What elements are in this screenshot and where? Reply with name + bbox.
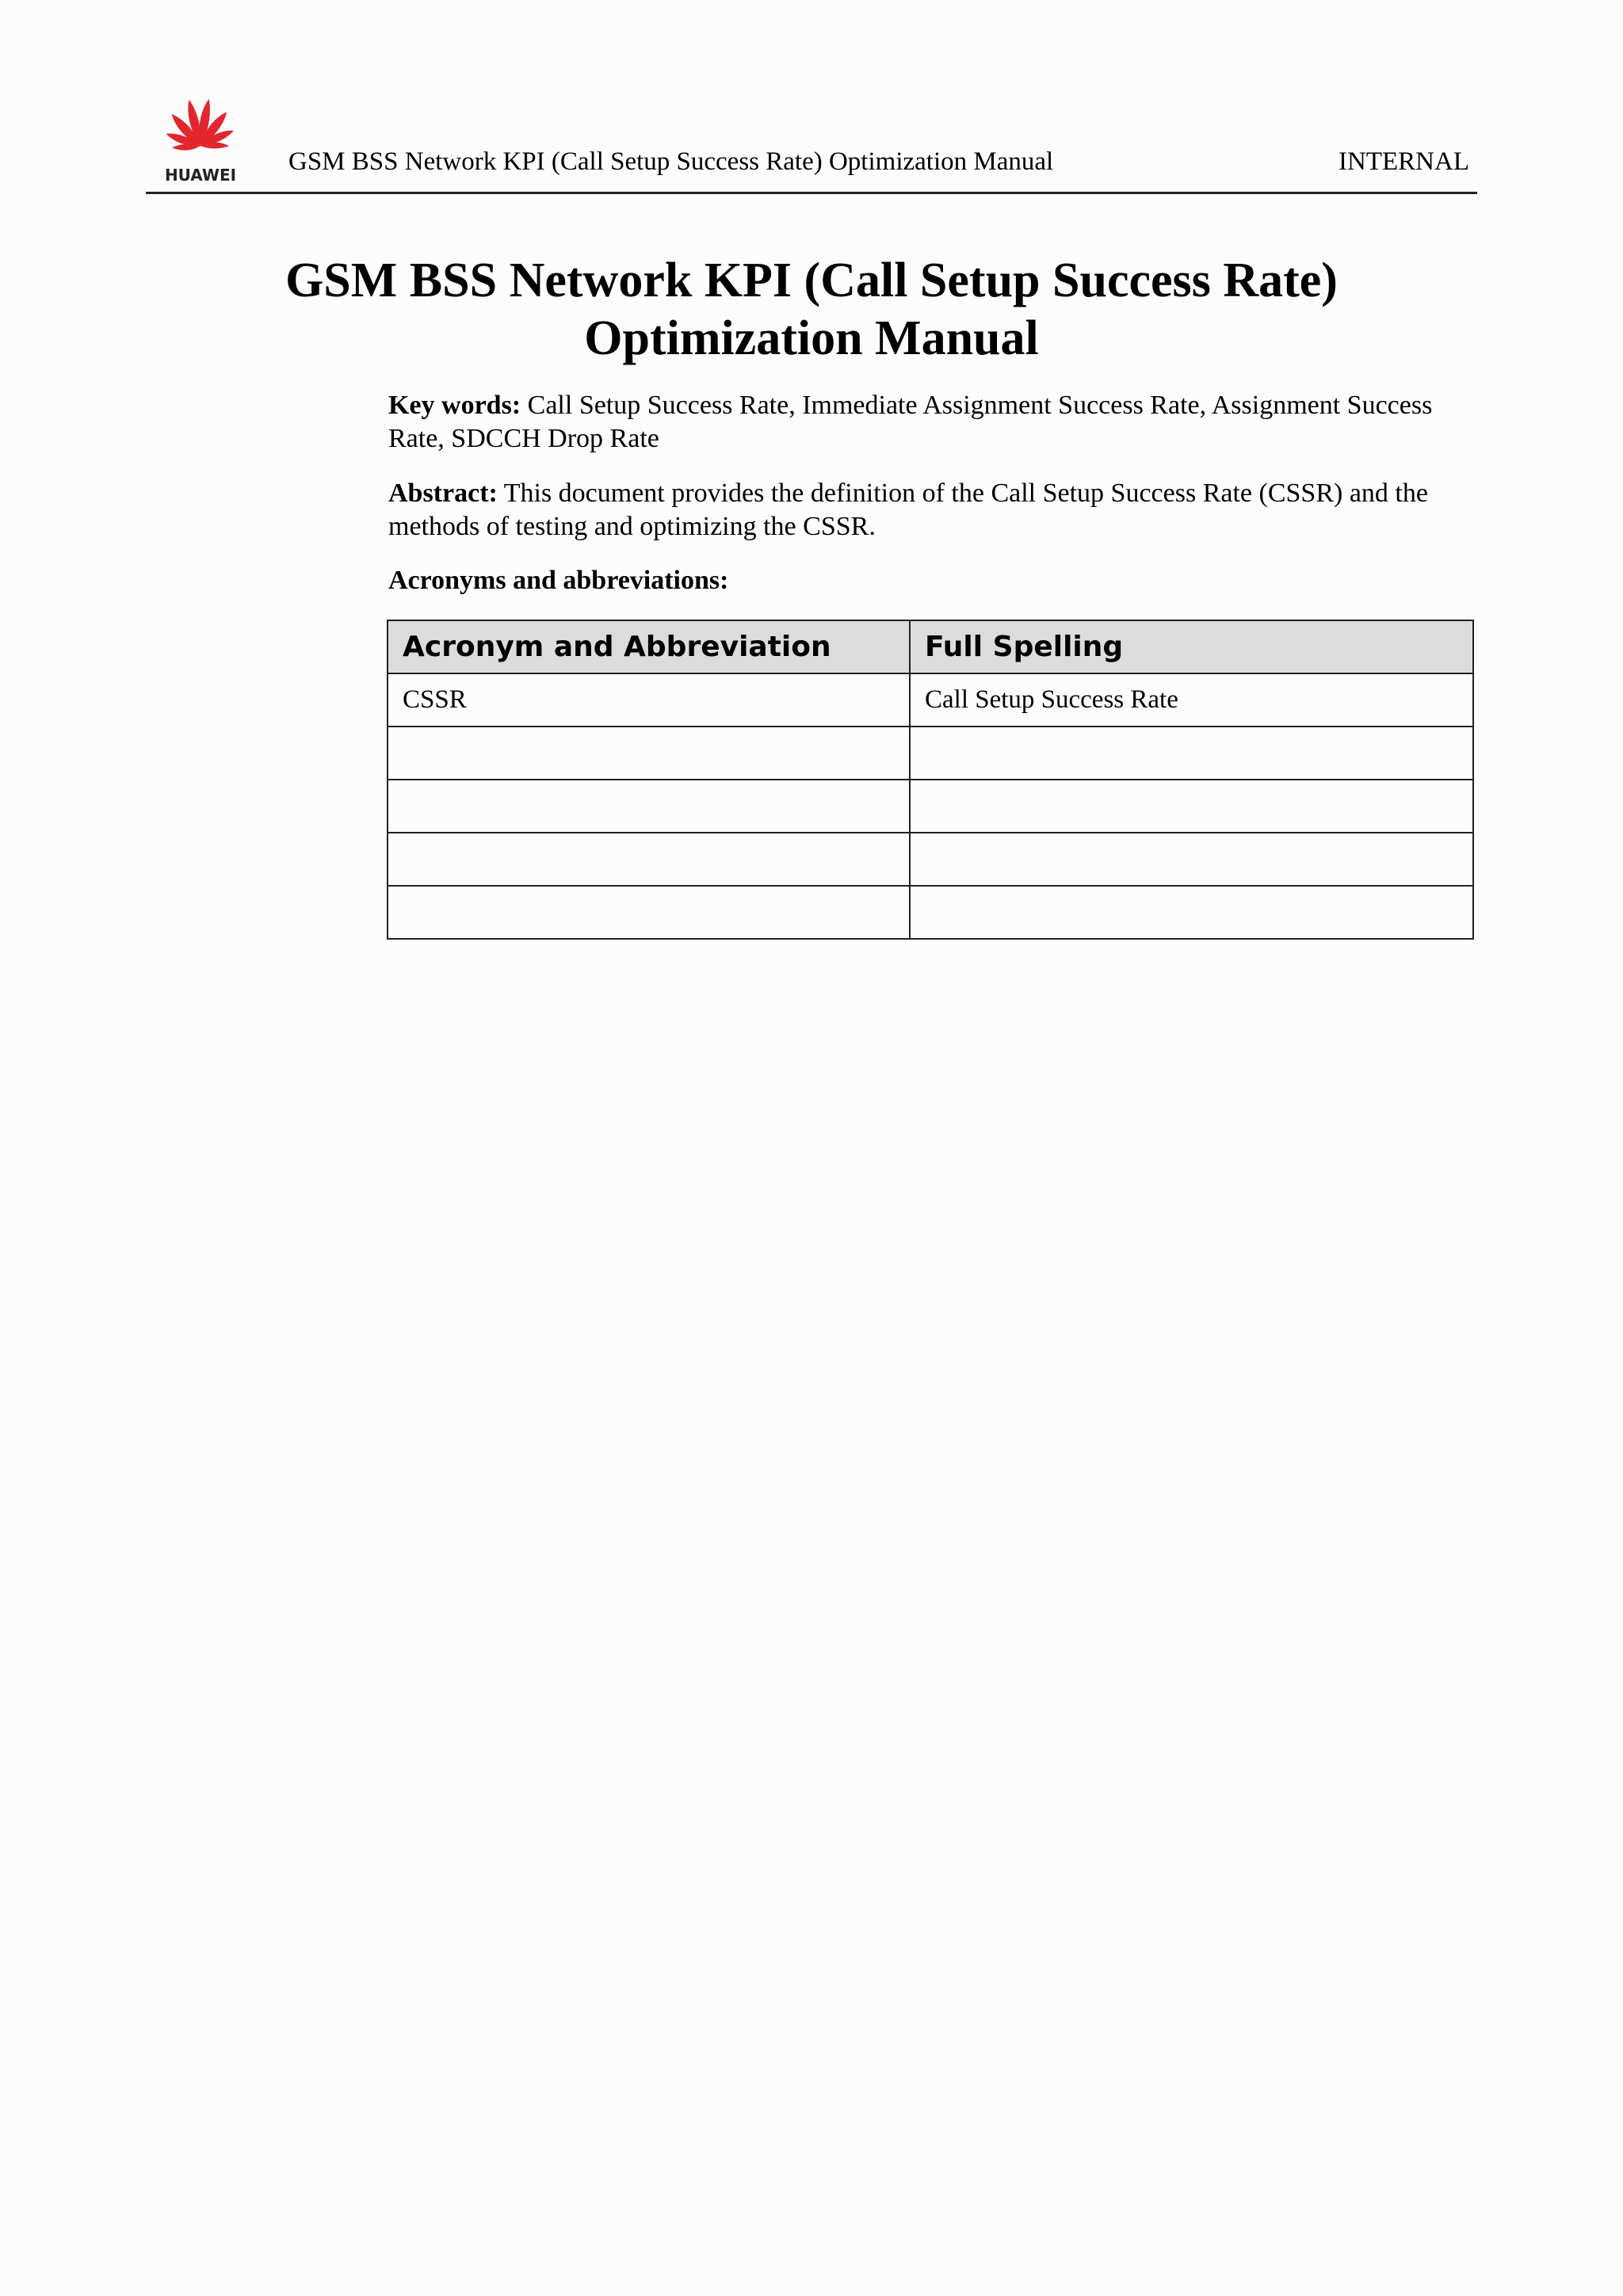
acronyms-heading: Acronyms and abbreviations: (388, 566, 729, 595)
acronym-cell (388, 780, 910, 833)
running-header-title: GSM BSS Network KPI (Call Setup Success Rate) Optimization Manual (288, 147, 1054, 176)
column-header-acronym: Acronym and Abbreviation (388, 620, 910, 673)
keywords-label: Key words: (388, 391, 521, 420)
keywords-text: Call Setup Success Rate, Immediate Assignment Success Rate, Assignment Success Rate, SDCCH Drop Rate (388, 391, 1433, 453)
abstract-text: This document provides the definition of the Call Setup Success Rate (CSSR) and the methods of testing and optimizing the CSSR. (388, 479, 1428, 541)
column-header-full-spelling: Full Spelling (910, 620, 1473, 673)
table-row (388, 780, 1473, 833)
full-spelling-cell (910, 727, 1473, 780)
acronym-cell (388, 727, 910, 780)
huawei-logo (154, 86, 247, 185)
acronym-cell (388, 833, 910, 886)
full-spelling-cell (910, 833, 1473, 886)
document-title (146, 252, 1477, 368)
full-spelling-cell: Call Setup Success Rate (910, 673, 1473, 727)
acronym-table (387, 620, 1474, 940)
table-row (388, 727, 1473, 780)
document-title-line1: GSM BSS Network KPI (Call Setup Success Rate) (285, 254, 1338, 307)
acronym-cell (388, 886, 910, 939)
table-row (388, 833, 1473, 886)
logo-text: HUAWEI (164, 166, 237, 185)
classification-label: INTERNAL (1338, 147, 1469, 176)
acronym-cell: CSSR (388, 673, 910, 727)
abstract-label: Abstract: (388, 479, 498, 508)
table-row (388, 673, 1473, 727)
document-title-line2: Optimization Manual (584, 311, 1039, 365)
table-row (388, 886, 1473, 939)
table-header-row (388, 620, 1473, 673)
abstract-paragraph (388, 477, 1482, 543)
page-header (146, 86, 1477, 194)
full-spelling-cell (910, 886, 1473, 939)
full-spelling-cell (910, 780, 1473, 833)
keywords-paragraph (388, 389, 1482, 456)
